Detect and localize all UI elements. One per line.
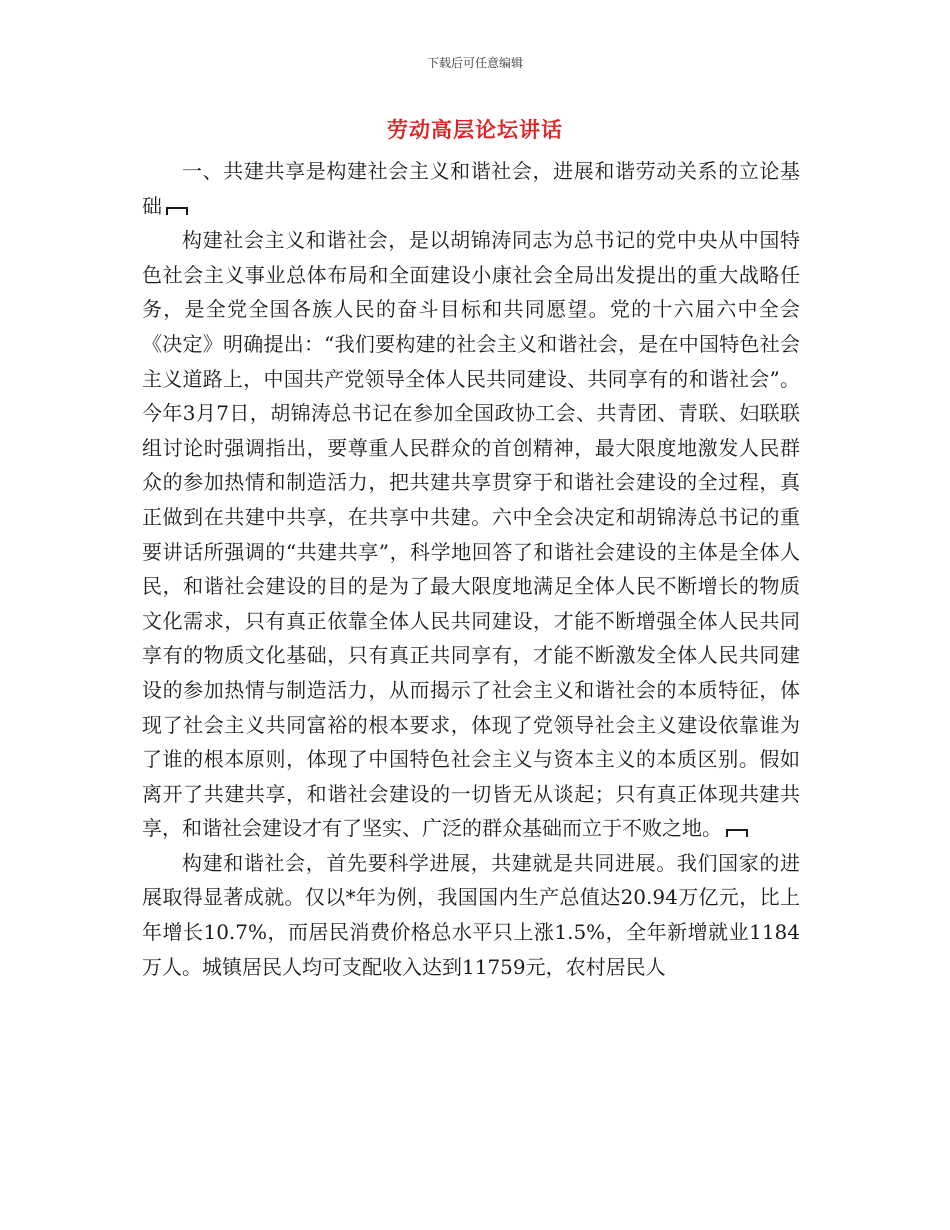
paragraph-text: 构建社会主义和谐社会，是以胡锦涛同志为总书记的党中央从中国特色社会主义事业总体布局和全面建设小康社会全局出发提出的重大战略任务，是全党全国各族人民的奋斗目标和共同愿望。党的十六届六中全会《决定》明确提出：“我们要构建的社会主义和谐社会，是在中国特色社会主义道路上，中国共产党领导全体人民共同建设、共同享有的和谐社会”。今年3月7日，胡锦涛总书记在参加全国政协工会、共青团、青联、妇联联组讨论时强调指出，要尊重人民群众的首创精神，最大限度地激发人民群众的参加热情和制造活力，把共建共享贯穿于和谐社会建设的全过程，真正做到在共建中共享，在共享中共建。六中全会决定和胡锦涛总书记的重要讲话所强调的“共建共享”，科学地回答了和谐社会建设的主体是全体人民，和谐社会建设的目的是为了最大限度地满足全体人民不断增长的物质文化需求，只有真正依靠全体人民共同建设，才能不断增强全体人民共同享有的物质文化基础，只有真正共同享有，才能不断激发全体人民共同建设的参加热情与制造活力，从而揭示了社会主义和谐社会的本质特征，体现了社会主义共同富裕的根本要求，体现了党领导社会主义建设依靠谁为了谁的根本原则，体现了中国特色社会主义与资本主义的本质区别。假如离开了共建共享，和谐社会建设的一切皆无从谈起；只有真正体现共建共享，和谐社会建设才有了坚实、广泛的群众基础而立于不败之地。 — [142, 228, 800, 841]
paragraph-text: 构建和谐社会，首先要科学进展，共建就是共同进展。我们国家的进展取得显著成就。仅以*年为例，我国国内生产总值达20.94万亿元，比上年增长10.7%，而居民消费价格总水平只上涨1.5%，全年新增就业1184万人。城镇居民人均可支配收入达到11759元，农村居民人 — [142, 850, 800, 979]
document-body — [142, 154, 800, 984]
header-note: 下载后可任意编辑 — [426, 56, 523, 70]
paragraph — [142, 846, 800, 984]
paragraph-text: 一、共建共享是构建社会主义和谐社会，进展和谐劳动关系的立论基础 — [142, 159, 800, 218]
paragraph — [142, 223, 800, 846]
paragraph-mark-icon — [726, 829, 748, 837]
document-title: 劳动高层论坛讲话 — [387, 117, 563, 142]
paragraph-mark-icon — [166, 207, 188, 215]
paragraph-heading — [142, 154, 800, 223]
